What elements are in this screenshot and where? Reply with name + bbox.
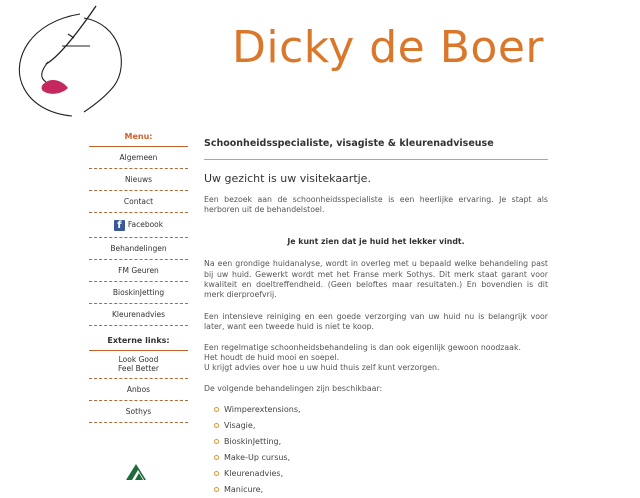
treatment-label: BioskinJetting, xyxy=(224,437,282,447)
bullet-icon xyxy=(214,455,219,460)
tagline: Uw gezicht is uw visitekaartje. xyxy=(204,172,371,185)
treatment-label: Make-Up cursus, xyxy=(224,453,291,463)
sidebar-nav xyxy=(89,128,188,423)
facebook-label: Facebook xyxy=(127,220,164,229)
list-item xyxy=(214,434,548,450)
bullet-icon xyxy=(214,439,219,444)
sidebar-link-sothys[interactable]: Sothys xyxy=(89,401,188,423)
intro-paragraph: Een bezoek aan de schoonheidsspecialiste is een heerlijke ervaring. Je stapt als herboren uit de behandelstoel. xyxy=(204,195,548,215)
bullet-icon xyxy=(214,423,219,428)
sidebar-item-bioskinjetting[interactable]: BioskinJetting xyxy=(89,282,188,304)
bullet-icon xyxy=(214,471,219,476)
sidebar-link-look-good-feel-better[interactable] xyxy=(89,351,188,379)
sidebar-item-contact[interactable]: Contact xyxy=(89,191,188,213)
treatment-label: Wimperextensions, xyxy=(224,405,301,415)
look-good-line1: Look Good xyxy=(118,355,159,364)
treatment-label: Manicure, xyxy=(224,485,264,495)
treatments-list xyxy=(204,402,548,498)
cleansing-paragraph: Een intensieve reiniging en een goede verzorging van uw huid nu is belangrijk voor later, want een tweede huid is niet te koop. xyxy=(204,311,548,332)
bullet-icon xyxy=(214,407,219,412)
regular-line3: U krijgt advies over hoe u uw huid thuis zelf kunt verzorgen. xyxy=(204,363,440,373)
treatments-intro: De volgende behandelingen zijn beschikbaar: xyxy=(204,383,383,393)
look-good-line2: Feel Better xyxy=(118,364,159,373)
sidebar-item-fm-geuren[interactable]: FM Geuren xyxy=(89,260,188,282)
sidebar-item-facebook[interactable] xyxy=(89,213,188,238)
sidebar-item-algemeen[interactable]: Algemeen xyxy=(89,147,188,169)
logo-face-icon xyxy=(10,4,130,119)
list-item xyxy=(214,418,548,434)
regular-paragraph xyxy=(204,343,548,374)
list-item xyxy=(214,482,548,498)
sidebar-item-kleurenadvies[interactable]: Kleurenadvies xyxy=(89,304,188,326)
site-title: Dicky de Boer xyxy=(232,22,544,73)
sidebar-link-anbos[interactable]: Anbos xyxy=(89,379,188,401)
partner-logo-icon[interactable] xyxy=(124,460,148,480)
menu-heading: Menu: xyxy=(89,128,188,147)
list-item xyxy=(214,450,548,466)
main-content xyxy=(204,138,548,498)
treatment-label: Kleurenadvies, xyxy=(224,469,284,479)
facebook-icon: f xyxy=(114,220,125,231)
bullet-icon xyxy=(214,487,219,492)
sidebar-item-nieuws[interactable]: Nieuws xyxy=(89,169,188,191)
analysis-paragraph: Na een grondige huidanalyse, wordt in overleg met u bepaald welke behandeling past bij uw huid. Gewerkt wordt met het Franse merk Sothys. Dit merk staat garant voor kwaliteit en doeltreffendheid. (Geen beloftes maar resultaten.) En bovendien is dit merk dierproefvrij. xyxy=(204,259,548,300)
regular-line2: Het houdt de huid mooi en soepel. xyxy=(204,353,340,363)
external-links-heading: Externe links: xyxy=(89,332,188,351)
page-heading: Schoonheidsspecialiste, visagiste & kleurenadviseuse xyxy=(204,138,548,160)
sidebar-item-behandelingen[interactable]: Behandelingen xyxy=(89,238,188,260)
list-item xyxy=(214,402,548,418)
treatment-label: Visagie, xyxy=(224,421,256,431)
regular-line1: Een regelmatige schoonheidsbehandeling is dan ook eigenlijk gewoon noodzaak. xyxy=(204,342,521,352)
emphasis-text: Je kunt zien dat je huid het lekker vindt. xyxy=(287,236,465,246)
